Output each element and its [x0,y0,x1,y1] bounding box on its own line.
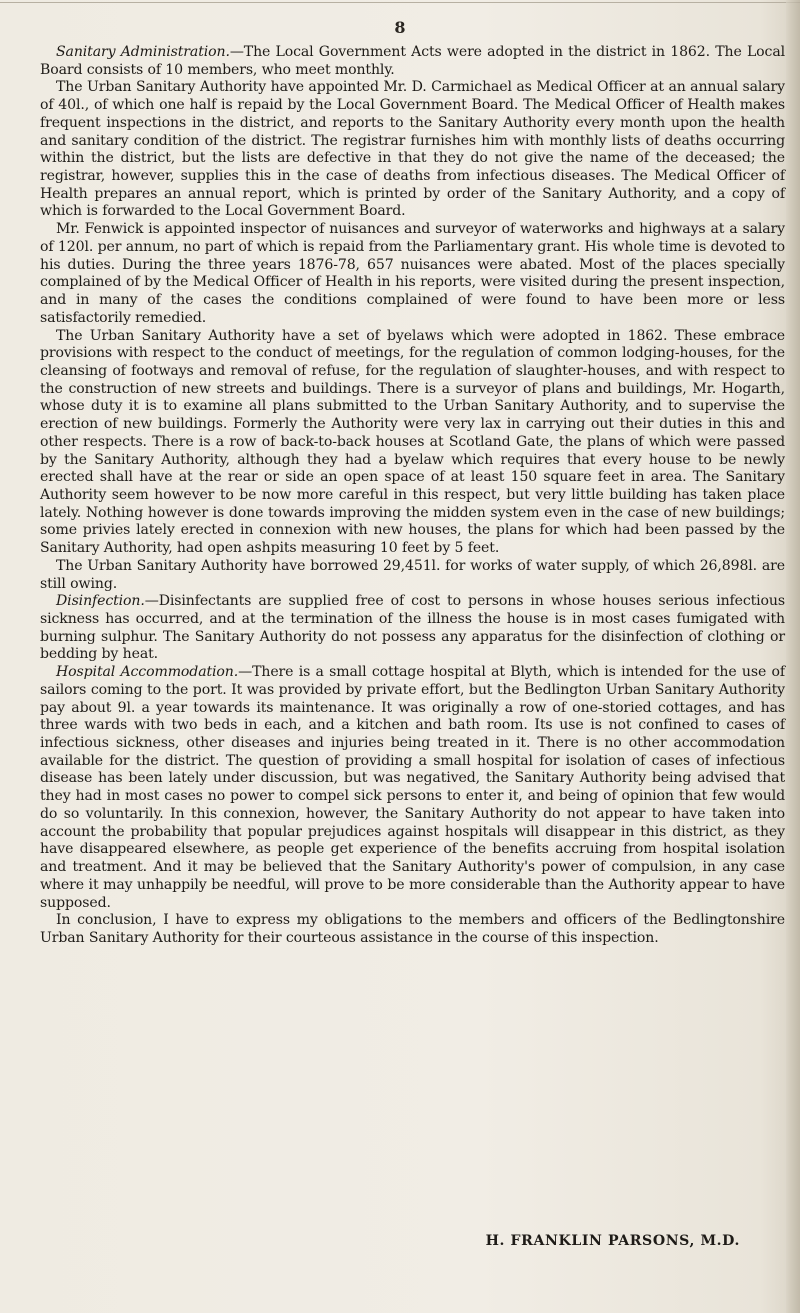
paragraph-text: In conclusion, I have to express my obligations to the members and officers of the Bedlingtonshire Urban Sanitary Authority for their courteous assistance in the course of this inspection. [40,912,785,946]
paragraph-byelaws [40,328,785,558]
section-heading-hospital-accommodation: Hospital Accommodation. [56,664,239,681]
paragraph-text: —Disinfectants are supplied free of cost to persons in whose houses serious infectious sickness has occurred, and at the termination of the illness the house is in most cases fumigated with burning sulphur. The Sanitary Authority do not possess any apparatus for the disinfection of clothing or bedding by heat. [40,593,785,663]
section-heading-disinfection: Disinfection. [56,593,145,610]
paragraph-text: —There is a small cottage hospital at Blyth, which is intended for the use of sailors coming to the port. It was provided by private effort, but the Bedlington Urban Sanitary Authority pay about 9l. a year towards its maintenance. It was originally a row of one-storied cottages, and has three wards with two beds in each, and a kitchen and bath room. Its use is not confined to cases of infectious sickness, other diseases and injuries being treated in it. There is no other accommodation available for the district. The question of providing a small hospital for isolation of cases of infectious disease has been lately under discussion, but was negatived, the Sanitary Authority being advised that they had in most cases no power to compel sick persons to enter it, and being of opinion that few would do so voluntarily. In this connexion, however, the Sanitary Authority do not appear to have taken into account the probability that popular prejudices against hospitals will disappear in this district, as they have disappeared elsewhere, as people get experience of the benefits accruing from hospital isolation and treatment. And it may be believed that the Sanitary Authority's power of compulsion, in any case where it may unhappily be needful, will prove to be more considerable than the Authority appear to have supposed. [40,664,786,911]
paragraph-text: The Urban Sanitary Authority have borrowed 29,451l. for works of water supply, of which 26,898l. are still owing. [40,557,785,592]
page-edge-shadow [786,0,800,1313]
page-number: 8 [394,18,406,37]
paragraph-text: —The Local Government Acts were adopted in the district in 1862. The Local Board consists of 10 members, who meet monthly. [40,44,785,78]
paragraph-hospital-accommodation [40,664,785,912]
section-heading-sanitary-administration: Sanitary Administration. [56,44,230,60]
paragraph-text: The Urban Sanitary Authority have appointed Mr. D. Carmichael as Medical Officer at an annual salary of 40l., of which one half is repaid by the Local Government Board. The Medical Officer of Health makes frequent inspections in the district, and reports to the Sanitary Authority every month upon the health and sanitary condition of the district. The registrar furnishes him with monthly lists of deaths occurring within the district, but the lists are defective in that they do not give the name of the deceased; the registrar, however, supplies this in the case of deaths from infectious diseases. The Medical Officer of Health prepares an annual report, which is printed by order of the Sanitary Authority, and a copy of which is forwarded to the Local Government Board. [40,79,785,220]
top-rule [0,2,800,3]
paragraph-inspector-of-nuisances [40,221,785,327]
author-signature: H. FRANKLIN PARSONS, M.D. [485,1233,740,1249]
paragraph-text: The Urban Sanitary Authority have a set of byelaws which were adopted in 1862. These embrace provisions with respect to the conduct of meetings, for the regulation of common lodging-houses, for the cleansing of footways and removal of refuse, for the regulation of slaughter-houses, and with respect to the construction of new streets and buildings. There is a surveyor of plans and buildings, Mr. Hogarth, whose duty it is to examine all plans submitted to the Urban Sanitary Authority, and to supervise the erection of new buildings. Formerly the Authority were very lax in carrying out their duties in this and other respects. There is a row of back-to-back houses at Scotland Gate, the plans of which were passed by the Sanitary Authority, although they had a byelaw which requires that every house to be newly erected shall have at the rear or side an open space of at least 150 square feet in area. The Sanitary Authority seem however to be now more careful in this respect, but very little building has taken place lately. Nothing however is done towards improving the midden system even in the case of new buildings; some privies lately erected in connexion with new houses, the plans for which had been passed by the Sanitary Authority, had open ashpits measuring 10 feet by 5 feet. [40,327,785,557]
paragraph-text: Mr. Fenwick is appointed inspector of nuisances and surveyor of waterworks and highways at a salary of 120l. per annum, no part of which is repaid from the Parliamentary grant. His whole time is devoted to his duties. During the three years 1876-78, 657 nuisances were abated. Most of the places specially complained of by the Medical Officer of Health in his reports, were visited during the present inspection, and in many of the cases the conditions complained of were found to have been more or less satisfactorily remedied. [40,221,785,326]
paragraph-medical-officer [40,79,785,221]
paragraph-disinfection [40,593,785,664]
paragraph-water-supply-loans [40,558,785,593]
paragraph-conclusion [40,912,785,947]
paragraph-sanitary-administration [40,44,785,79]
body-text [40,44,785,948]
